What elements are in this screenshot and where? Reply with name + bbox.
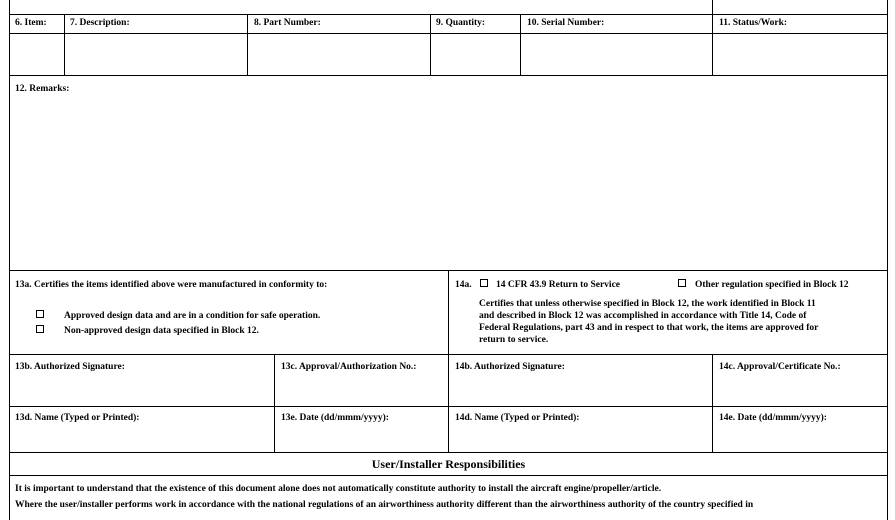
signature-13b-field[interactable]: [10, 375, 274, 406]
certification-text-line: and described in Block 12 was accomplished in accordance with Title 14, Code of: [479, 311, 807, 321]
rule: [9, 75, 888, 76]
certification-text-line: return to service.: [479, 335, 549, 345]
remarks-label: 12. Remarks:: [15, 84, 70, 94]
signature-14b-field[interactable]: [449, 375, 712, 406]
date-14e-label: 14e. Date (dd/mmm/yyyy):: [719, 413, 827, 423]
date-14e-field[interactable]: [713, 426, 887, 452]
rule: [712, 0, 713, 15]
name-14d-field[interactable]: [449, 426, 712, 452]
item-field[interactable]: [10, 34, 64, 75]
serial-number-field[interactable]: [521, 34, 712, 75]
block-13a-label: 13a. Certifies the items identified above were manufactured in conformity to:: [15, 280, 328, 290]
item-header: 6. Item:: [15, 18, 47, 28]
serial-number-header: 10. Serial Number:: [527, 18, 605, 28]
non-approved-design-data-checkbox[interactable]: [36, 325, 44, 333]
certification-text-line: Federal Regulations, part 43 and in respect to that work, the items are approved for: [479, 323, 819, 333]
remarks-field[interactable]: [10, 96, 887, 269]
quantity-field[interactable]: [431, 34, 520, 75]
date-13e-label: 13e. Date (dd/mmm/yyyy):: [281, 413, 389, 423]
signature-13b-label: 13b. Authorized Signature:: [15, 362, 125, 372]
approval-number-13c-field[interactable]: [275, 375, 448, 406]
authorized-release-certificate-form: [9, 0, 888, 520]
certificate-number-14c-label: 14c. Approval/Certificate No.:: [719, 362, 841, 372]
certification-text-line: Certifies that unless otherwise specified in Block 12, the work identified in Block 11: [479, 299, 816, 309]
responsibilities-text-line: It is important to understand that the existence of this document alone does not automatically constitute authority to install the aircraft engine/propeller/article.: [15, 484, 662, 494]
certificate-number-14c-field[interactable]: [713, 375, 887, 406]
rule: [9, 475, 888, 476]
return-to-service-checkbox[interactable]: [480, 279, 488, 287]
description-field[interactable]: [65, 34, 247, 75]
part-number-field[interactable]: [248, 34, 430, 75]
approved-design-data-label: Approved design data and are in a condition for safe operation.: [64, 311, 321, 321]
responsibilities-title: User/Installer Responsibilities: [371, 457, 526, 471]
approval-number-13c-label: 13c. Approval/Authorization No.:: [281, 362, 417, 372]
name-14d-label: 14d. Name (Typed or Printed):: [455, 413, 580, 423]
rule: [887, 0, 888, 520]
name-13d-label: 13d. Name (Typed or Printed):: [15, 413, 140, 423]
part-number-header: 8. Part Number:: [254, 18, 321, 28]
return-to-service-label: 14 CFR 43.9 Return to Service: [496, 280, 621, 290]
rule: [9, 14, 888, 15]
responsibilities-text-line: Where the user/installer performs work in accordance with the national regulations of an airworthiness authority different than the airworthiness authority of the country specified in: [15, 500, 754, 510]
quantity-header: 9. Quantity:: [436, 18, 486, 28]
name-13d-field[interactable]: [10, 426, 274, 452]
approved-design-data-checkbox[interactable]: [36, 310, 44, 318]
status-work-field[interactable]: [713, 34, 887, 75]
non-approved-design-data-label: Non-approved design data specified in Block 12.: [64, 326, 259, 336]
other-regulation-checkbox[interactable]: [678, 279, 686, 287]
other-regulation-label: Other regulation specified in Block 12: [695, 280, 849, 290]
block-14a-label: 14a.: [455, 280, 472, 290]
status-work-header: 11. Status/Work:: [719, 18, 788, 28]
description-header: 7. Description:: [70, 18, 130, 28]
signature-14b-label: 14b. Authorized Signature:: [455, 362, 565, 372]
date-13e-field[interactable]: [275, 426, 448, 452]
